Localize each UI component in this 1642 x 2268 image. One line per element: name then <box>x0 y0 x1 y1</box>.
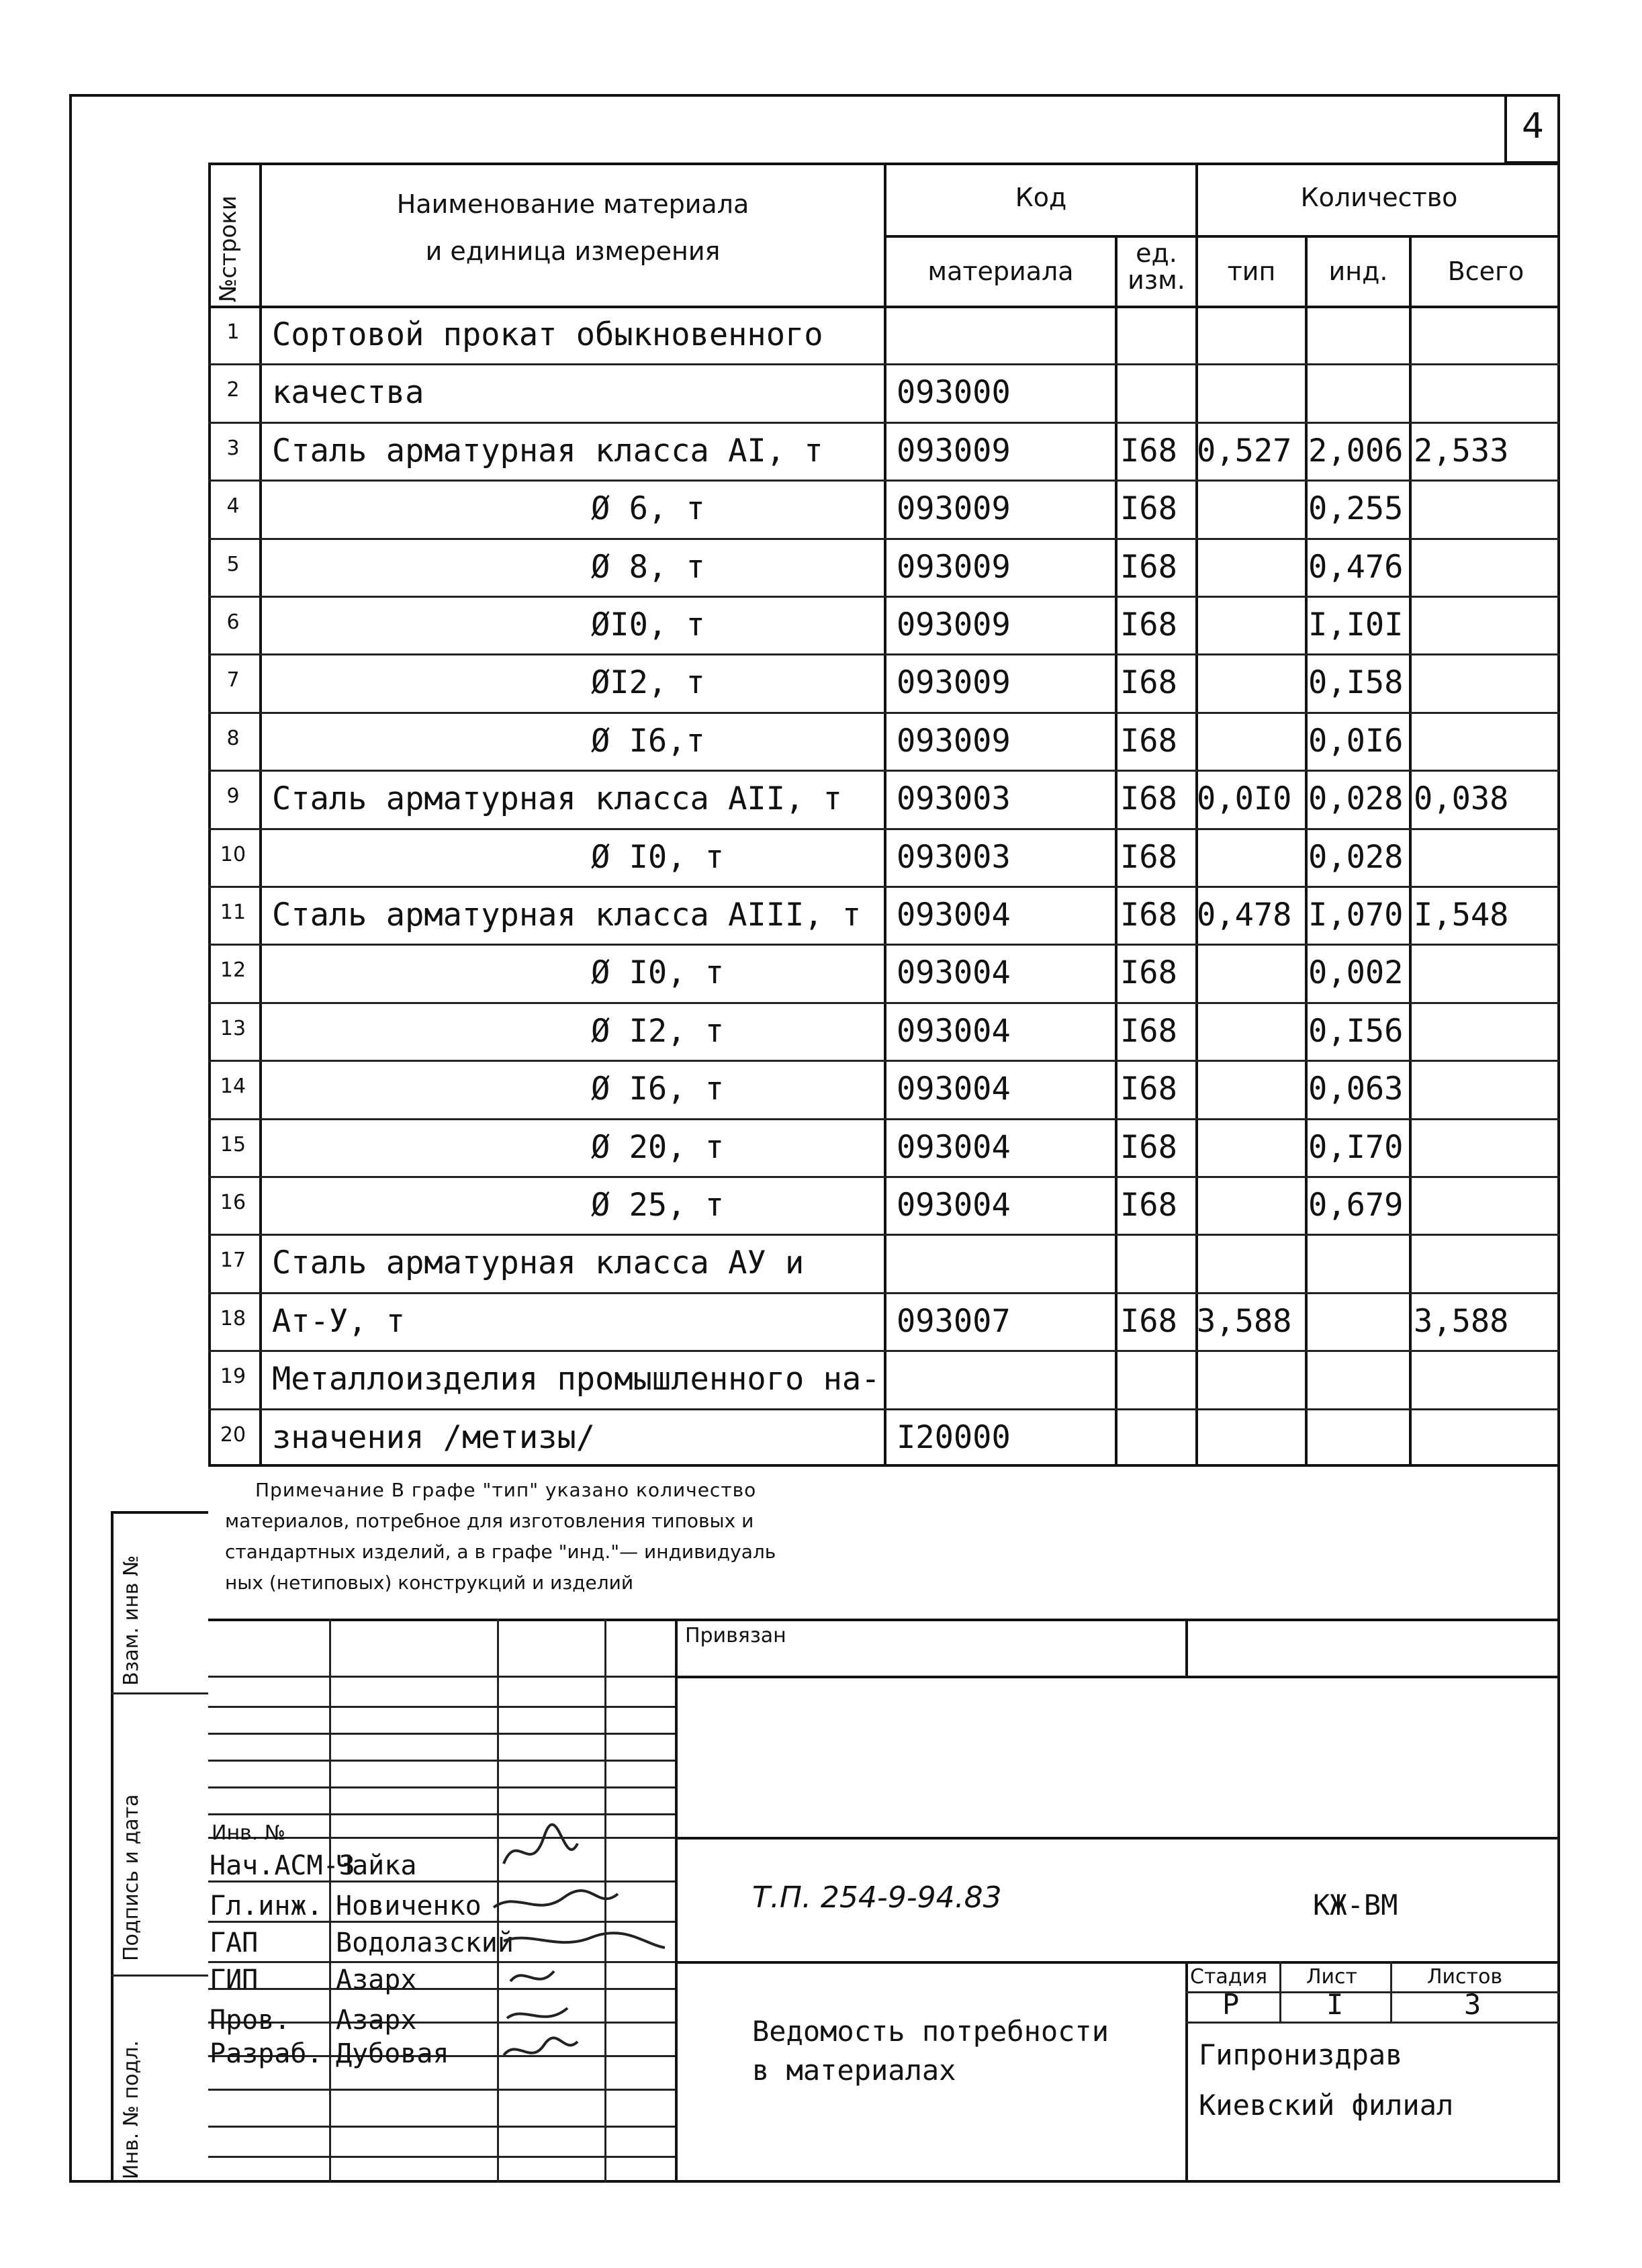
vzam-inv-label: Взам. инв № <box>120 1555 143 1686</box>
material-name: значения /метизы/ <box>272 1419 596 1456</box>
table-row-separator <box>208 1292 1560 1294</box>
material-code: 093000 <box>897 374 1011 411</box>
table-row-separator <box>208 1234 1560 1236</box>
material-code: 093003 <box>897 839 1011 876</box>
unit-code: I68 <box>1120 780 1177 817</box>
header-sub-line <box>884 235 1560 238</box>
col-line-total <box>1409 235 1412 1467</box>
material-name: Ø I6,т <box>591 723 705 760</box>
tb-stage-header-bottom <box>1185 1991 1560 1993</box>
table-row-separator <box>208 1408 1560 1410</box>
note-line4: ных (нетиповых) конструкций и изделий <box>225 1572 634 1594</box>
material-name: Ø I6, т <box>591 1071 725 1107</box>
signature-grid-line <box>208 1733 675 1735</box>
person-role: ГИП <box>210 1964 259 1995</box>
material-code: I20000 <box>897 1419 1011 1456</box>
table-row-separator <box>208 828 1560 830</box>
material-code: 093003 <box>897 780 1011 817</box>
total-header: Всего <box>1447 257 1524 286</box>
stage-label: Стадия <box>1190 1965 1268 1989</box>
person-name: Дубовая <box>336 2038 449 2069</box>
material-code: 093004 <box>897 954 1011 991</box>
note-line1: Примечание В графе "тип" указано количество <box>255 1479 757 1501</box>
table-row-separator <box>208 1176 1560 1178</box>
quantity-group-header: Количество <box>1300 183 1458 212</box>
material-name: Сортовой прокат обыкновенного <box>272 316 823 353</box>
row-number: 9 <box>226 784 240 808</box>
inv-podl-label: Инв. № подл. <box>120 2040 143 2179</box>
unit-code: I68 <box>1120 433 1177 469</box>
row-number: 8 <box>226 727 240 750</box>
material-code: 093009 <box>897 490 1011 527</box>
unit-code: I68 <box>1120 1129 1177 1166</box>
ind-header: инд. <box>1328 257 1388 286</box>
qty-individual: 0,0I6 <box>1308 723 1404 760</box>
material-name: Ат-У, т <box>272 1303 406 1340</box>
code-group-header: Код <box>1015 183 1067 212</box>
col-line-unit <box>1115 235 1118 1467</box>
material-name: Металлоизделия промышленного на- <box>272 1361 880 1398</box>
table-row-separator <box>208 480 1560 482</box>
qty-individual: 0,255 <box>1308 490 1404 527</box>
unit-header-line2: изм. <box>1128 265 1185 295</box>
person-name: Азарх <box>336 2005 417 2036</box>
unit-code: I68 <box>1120 606 1177 643</box>
table-row-separator <box>208 712 1560 714</box>
tb-stage-sep1 <box>1279 1961 1281 2022</box>
material-name: Ø 8, т <box>591 549 705 586</box>
person-name: Чайка <box>336 1850 417 1881</box>
material-name: Сталь арматурная класса AI, т <box>272 433 823 469</box>
material-code: 093009 <box>897 664 1011 701</box>
material-code: 093004 <box>897 1071 1011 1107</box>
material-code: 093009 <box>897 606 1011 643</box>
drawing-mark: КЖ-ВМ <box>1313 1889 1398 1921</box>
signature-chaika <box>504 1825 578 1864</box>
row-number: 10 <box>220 843 246 866</box>
unit-code: I68 <box>1120 1187 1177 1224</box>
signature-grid-line <box>208 1813 675 1815</box>
qty-total: 3,588 <box>1414 1303 1509 1340</box>
unit-code: I68 <box>1120 897 1177 934</box>
note-line2: материалов, потребное для изготовления типовых и <box>225 1510 754 1532</box>
person-role: Гл.инж. <box>210 1891 323 1921</box>
row-number: 7 <box>226 668 240 692</box>
table-row-separator <box>208 1118 1560 1120</box>
qty-total: 0,038 <box>1414 780 1509 817</box>
sheets-value: 3 <box>1464 1988 1481 2021</box>
name-header-line1: Наименование материала <box>396 189 749 219</box>
row-number: 16 <box>220 1191 246 1214</box>
organization-line1: Гипрониздрав <box>1199 2038 1403 2071</box>
table-row-separator <box>208 653 1560 655</box>
qty-individual: 0,I56 <box>1308 1013 1404 1050</box>
sheets-label: Листов <box>1427 1965 1503 1989</box>
col-line-code <box>884 163 886 1467</box>
qty-total: I,548 <box>1414 897 1509 934</box>
note-line3: стандартных изделий, а в графе "инд."— индивидуаль <box>225 1541 776 1563</box>
material-code: 093009 <box>897 433 1011 469</box>
row-number: 17 <box>220 1249 246 1272</box>
row-number: 13 <box>220 1017 246 1040</box>
qty-individual: 0,I58 <box>1308 664 1404 701</box>
row-number-header: №строки <box>215 195 242 302</box>
signature-grid-line <box>208 1676 675 1678</box>
tb-top-line <box>208 1619 1560 1621</box>
row-number: 2 <box>226 378 240 402</box>
material-code: 093009 <box>897 549 1011 586</box>
material-name: Сталь арматурная класса AУ и <box>272 1244 805 1281</box>
signature-grid-line <box>208 1706 675 1708</box>
signatures-svg <box>490 1823 705 2166</box>
tb-stage-sep2 <box>1390 1961 1392 2022</box>
material-name: Ø I2, т <box>591 1013 725 1050</box>
table-row-separator <box>208 1060 1560 1062</box>
tb-divider-right <box>1185 1619 1188 1676</box>
row-number: 5 <box>226 553 240 576</box>
col-line-ind <box>1305 235 1308 1467</box>
inv-no-label: Инв. № <box>212 1821 286 1845</box>
unit-code: I68 <box>1120 723 1177 760</box>
material-code: 093004 <box>897 897 1011 934</box>
privyazan-label: Привязан <box>685 1624 786 1647</box>
material-code: 093004 <box>897 1013 1011 1050</box>
unit-code: I68 <box>1120 1303 1177 1340</box>
unit-code: I68 <box>1120 954 1177 991</box>
material-name: ØI2, т <box>591 664 705 701</box>
qty-individual: 0,I70 <box>1308 1129 1404 1166</box>
stage-value: Р <box>1222 1988 1240 2021</box>
row-number: 18 <box>220 1307 246 1330</box>
name-header-line2: и единица измерения <box>425 236 721 266</box>
tb-stage-values-bottom <box>1185 2022 1560 2024</box>
side-strip-sep1 <box>111 1692 208 1694</box>
material-name: ØI0, т <box>591 606 705 643</box>
sig-grid-v1 <box>329 1619 331 2183</box>
qty-individual: 0,476 <box>1308 549 1404 586</box>
header-bottom-line <box>208 306 1560 308</box>
side-strip-right <box>111 1511 113 2183</box>
qty-individual: 0,028 <box>1308 839 1404 876</box>
row-number: 19 <box>220 1365 246 1388</box>
row-number: 1 <box>226 320 240 344</box>
material-name: Ø 25, т <box>591 1187 725 1224</box>
unit-code: I68 <box>1120 1013 1177 1050</box>
unit-code: I68 <box>1120 839 1177 876</box>
type-header: тип <box>1227 257 1276 286</box>
document-title-line2: в материалах <box>752 2054 956 2087</box>
signature-novichenko <box>494 1891 618 1907</box>
person-name: Новиченко <box>336 1891 482 1921</box>
material-name: Ø I0, т <box>591 839 725 876</box>
table-row-separator <box>208 596 1560 598</box>
qty-individual: 2,006 <box>1308 433 1404 469</box>
material-code: 093004 <box>897 1129 1011 1166</box>
table-row-separator <box>208 1350 1560 1352</box>
qty-individual: 0,028 <box>1308 780 1404 817</box>
signature-date-label: Подпись и дата <box>120 1794 143 1961</box>
side-strip-top <box>111 1511 208 1514</box>
person-role: Пров. <box>210 2005 291 2036</box>
qty-total: 2,533 <box>1414 433 1509 469</box>
material-code: 093007 <box>897 1303 1011 1340</box>
qty-individual: 0,063 <box>1308 1071 1404 1107</box>
material-name: Ø 20, т <box>591 1129 725 1166</box>
tb-code-bottom <box>675 1961 1560 1964</box>
table-row-separator <box>208 538 1560 540</box>
row-number: 4 <box>226 494 240 518</box>
row-number: 11 <box>220 901 246 924</box>
sheet-label: Лист <box>1306 1965 1358 1989</box>
qty-individual: 0,679 <box>1308 1187 1404 1224</box>
unit-code: I68 <box>1120 490 1177 527</box>
person-name: Водолазский <box>336 1927 514 1958</box>
unit-header-line1: ед. <box>1136 238 1177 268</box>
row-number: 3 <box>226 437 240 460</box>
person-role: Разраб. <box>210 2038 323 2069</box>
table-row-separator <box>208 886 1560 888</box>
signature-azarkh-2 <box>507 2008 567 2018</box>
material-name: Сталь арматурная класса AII, т <box>272 780 842 817</box>
material-name: Сталь арматурная класса AIII, т <box>272 897 862 934</box>
material-code: 093009 <box>897 723 1011 760</box>
signature-azarkh-1 <box>510 1971 554 1981</box>
organization-line2: Киевский филиал <box>1199 2089 1454 2122</box>
material-code: 093004 <box>897 1187 1011 1224</box>
material-code-header: материала <box>927 257 1074 286</box>
unit-code: I68 <box>1120 549 1177 586</box>
side-strip-sep2 <box>111 1975 208 1977</box>
qty-type: 3,588 <box>1197 1303 1292 1340</box>
table-row-separator <box>208 944 1560 946</box>
row-number: 15 <box>220 1133 246 1156</box>
table-row-separator <box>208 1002 1560 1004</box>
person-role: ГАП <box>210 1927 259 1958</box>
tb-code-top <box>675 1837 1560 1840</box>
qty-type: 0,478 <box>1197 897 1292 934</box>
table-row-separator <box>208 422 1560 424</box>
col-line-rowno <box>259 163 262 1467</box>
table-row-separator <box>208 770 1560 772</box>
qty-type: 0,527 <box>1197 433 1292 469</box>
row-number: 20 <box>220 1423 246 1447</box>
unit-code: I68 <box>1120 664 1177 701</box>
document-title-line1: Ведомость потребности <box>752 2015 1109 2048</box>
document-code: Т.П. 254-9-94.83 <box>752 1880 1002 1915</box>
qty-type: 0,0I0 <box>1197 780 1292 817</box>
unit-code: I68 <box>1120 1071 1177 1107</box>
signature-vodolazsky <box>504 1933 665 1948</box>
material-name: Ø 6, т <box>591 490 705 527</box>
row-number: 6 <box>226 610 240 634</box>
material-name: качества <box>272 374 424 411</box>
tb-privyazan-bottom <box>675 1676 1560 1678</box>
sheet-value: I <box>1326 1988 1344 2021</box>
qty-individual: 0,002 <box>1308 954 1404 991</box>
qty-individual: I,I0I <box>1308 606 1404 643</box>
person-name: Азарх <box>336 1964 417 1995</box>
signature-grid-line <box>208 1760 675 1762</box>
sheet-number-box-left <box>1504 94 1507 161</box>
row-number: 12 <box>220 958 246 982</box>
signature-grid-line <box>208 1786 675 1788</box>
person-role: Нач.АСМ-3 <box>210 1850 355 1881</box>
material-name: Ø I0, т <box>591 954 725 991</box>
row-number: 14 <box>220 1075 246 1098</box>
qty-individual: I,070 <box>1308 897 1404 934</box>
signature-dubovaya <box>504 2038 578 2055</box>
table-row-separator <box>208 363 1560 365</box>
tb-divider-right2 <box>1185 1961 1188 2183</box>
sheet-number: 4 <box>1522 106 1545 146</box>
